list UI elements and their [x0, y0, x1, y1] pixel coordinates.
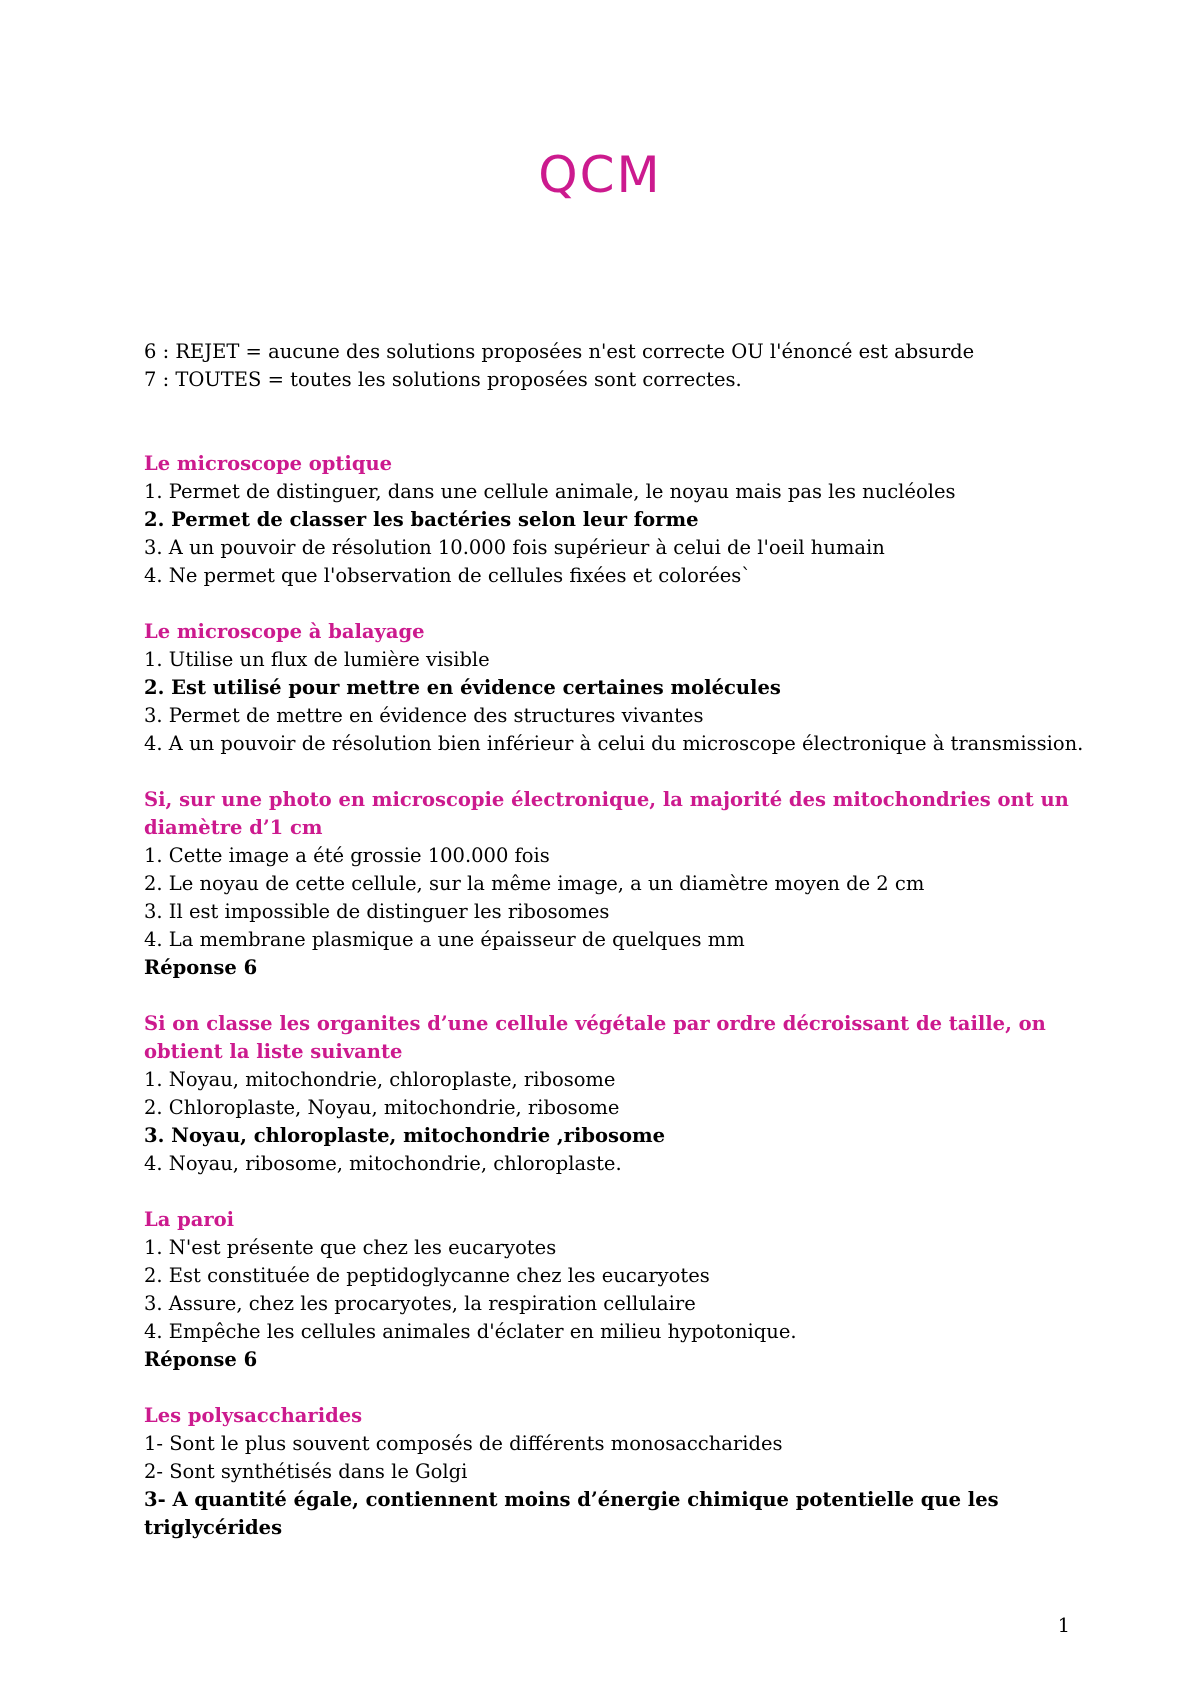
question-option-correct: 2. Permet de classer les bactéries selon leur forme [144, 508, 699, 531]
legend-line-rejet: 6 : REJET = aucune des solutions proposées n'est correcte OU l'énoncé est absurde [144, 340, 975, 363]
question-block [144, 450, 1084, 590]
question-title: Si on classe les organites d’une cellule végétale par ordre décroissant de taille, on obtient la liste suivante [144, 1012, 1046, 1063]
question-option: 3. Assure, chez les procaryotes, la respiration cellulaire [144, 1292, 696, 1315]
question-option: 3. Permet de mettre en évidence des structures vivantes [144, 704, 704, 727]
legend-line-toutes: 7 : TOUTES = toutes les solutions proposées sont correctes. [144, 368, 742, 391]
question-option: 1. N'est présente que chez les eucaryotes [144, 1236, 557, 1259]
question-title: Si, sur une photo en microscopie électronique, la majorité des mitochondries ont un diamètre d’1 cm [144, 788, 1069, 839]
question-option: 1. Permet de distinguer, dans une cellule animale, le noyau mais pas les nucléoles [144, 480, 956, 503]
question-option: 4. Ne permet que l'observation de cellules fixées et colorées` [144, 564, 752, 587]
question-block [144, 618, 1084, 758]
question-option: 4. A un pouvoir de résolution bien inférieur à celui du microscope électronique à transmission. [144, 732, 1084, 755]
question-title: Le microscope optique [144, 452, 393, 475]
question-block [144, 786, 1084, 982]
question-option: 2. Chloroplaste, Noyau, mitochondrie, ribosome [144, 1096, 620, 1119]
page-number: 1 [1057, 1614, 1070, 1637]
answer-legend [144, 338, 1084, 394]
question-option: 4. Empêche les cellules animales d'éclater en milieu hypotonique. [144, 1320, 797, 1343]
question-option: 2. Est constituée de peptidoglycanne chez les eucaryotes [144, 1264, 710, 1287]
question-option-correct: 3. Noyau, chloroplaste, mitochondrie ,ribosome [144, 1124, 666, 1147]
question-block [144, 1206, 1084, 1374]
question-option: 2. Le noyau de cette cellule, sur la même image, a un diamètre moyen de 2 cm [144, 872, 925, 895]
question-answer: Réponse 6 [144, 956, 258, 979]
document-body [144, 338, 1084, 1570]
question-option: 4. La membrane plasmique a une épaisseur de quelques mm [144, 928, 745, 951]
page-title: QCM [538, 146, 662, 204]
question-title: Le microscope à balayage [144, 620, 425, 643]
question-option: 3. A un pouvoir de résolution 10.000 fois supérieur à celui de l'oeil humain [144, 536, 885, 559]
question-title: Les polysaccharides [144, 1404, 363, 1427]
question-option: 1. Cette image a été grossie 100.000 fois [144, 844, 550, 867]
question-option: 1- Sont le plus souvent composés de différents monosaccharides [144, 1432, 783, 1455]
question-answer: Réponse 6 [144, 1348, 258, 1371]
question-block [144, 1010, 1084, 1178]
question-option-correct: 2. Est utilisé pour mettre en évidence certaines molécules [144, 676, 781, 699]
question-option: 1. Utilise un flux de lumière visible [144, 648, 490, 671]
question-option: 3. Il est impossible de distinguer les ribosomes [144, 900, 610, 923]
question-option-correct: 3- A quantité égale, contiennent moins d’énergie chimique potentielle que les triglycérides [144, 1488, 999, 1539]
question-option: 1. Noyau, mitochondrie, chloroplaste, ribosome [144, 1068, 616, 1091]
question-option: 4. Noyau, ribosome, mitochondrie, chloroplaste. [144, 1152, 622, 1175]
question-option: 2- Sont synthétisés dans le Golgi [144, 1460, 468, 1483]
question-block [144, 1402, 1084, 1542]
question-title: La paroi [144, 1208, 235, 1231]
